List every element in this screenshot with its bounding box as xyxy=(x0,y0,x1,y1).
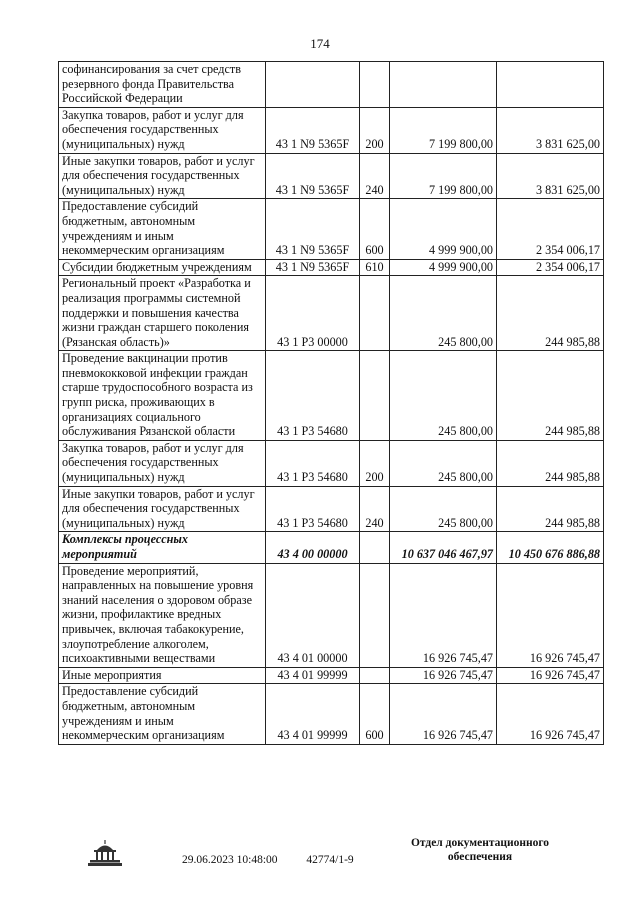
row-expense-type xyxy=(360,563,390,667)
row-name: Иные закупки товаров, работ и услуг для обеспечения государственных (муниципальных) нужд xyxy=(59,153,266,199)
department-stamp xyxy=(400,836,560,864)
row-amount-executed: 3 831 625,00 xyxy=(497,107,604,153)
page-number: 174 xyxy=(310,36,330,51)
row-name: Предоставление субсидий бюджетным, автономным учреждениям и иным некоммерческим организациям xyxy=(59,684,266,744)
row-expense-type: 600 xyxy=(360,684,390,744)
row-code: 43 4 01 00000 xyxy=(266,563,360,667)
row-amount-executed: 10 450 676 886,88 xyxy=(497,532,604,563)
row-code: 43 1 N9 5365F xyxy=(266,107,360,153)
table-row xyxy=(59,199,604,259)
row-amount-planned: 245 800,00 xyxy=(390,486,497,532)
row-name: Комплексы процессных мероприятий xyxy=(59,532,266,563)
row-code: 43 1 N9 5365F xyxy=(266,153,360,199)
row-amount-planned: 16 926 745,47 xyxy=(390,684,497,744)
row-expense-type xyxy=(360,532,390,563)
row-amount-executed: 3 831 625,00 xyxy=(497,153,604,199)
row-amount-executed: 244 985,88 xyxy=(497,440,604,486)
row-code xyxy=(266,62,360,108)
department-line-1: Отдел документационного xyxy=(410,837,550,849)
footer-doc-id: 42774/1-9 xyxy=(306,854,354,866)
row-expense-type xyxy=(360,276,390,351)
table-row xyxy=(59,486,604,532)
row-code: 43 4 01 99999 xyxy=(266,667,360,684)
row-name: Региональный проект «Разработка и реализация программы системной поддержки и повышения качества жизни граждан старшего поколения (Рязанская область)» xyxy=(59,276,266,351)
row-name: Иные мероприятия xyxy=(59,667,266,684)
row-name: софинансирования за счет средств резервного фонда Правительства Российской Федерации xyxy=(59,62,266,108)
row-amount-executed: 244 985,88 xyxy=(497,351,604,441)
row-code: 43 1 N9 5365F xyxy=(266,259,360,276)
row-amount-planned: 4 999 900,00 xyxy=(390,199,497,259)
duma-emblem-icon xyxy=(86,838,124,868)
department-line-2: обеспечения xyxy=(447,851,513,863)
table-row xyxy=(59,351,604,441)
row-amount-planned: 16 926 745,47 xyxy=(390,563,497,667)
row-name: Субсидии бюджетным учреждениям xyxy=(59,259,266,276)
row-amount-executed xyxy=(497,62,604,108)
row-expense-type: 600 xyxy=(360,199,390,259)
row-code: 43 4 01 99999 xyxy=(266,684,360,744)
row-amount-executed: 2 354 006,17 xyxy=(497,259,604,276)
row-amount-executed: 16 926 745,47 xyxy=(497,667,604,684)
budget-table xyxy=(58,61,604,745)
row-name: Проведение мероприятий, направленных на повышение уровня знаний населения о здоровом образе жизни, профилактике вредных привычек, включая табакокурение, злоупотребление алкоголем, психоактивными веществами xyxy=(59,563,266,667)
row-amount-executed: 2 354 006,17 xyxy=(497,199,604,259)
row-code: 43 1 P3 54680 xyxy=(266,486,360,532)
row-name: Предоставление субсидий бюджетным, автономным учреждениям и иным некоммерческим организациям xyxy=(59,199,266,259)
row-amount-executed: 16 926 745,47 xyxy=(497,563,604,667)
row-expense-type xyxy=(360,667,390,684)
row-expense-type: 200 xyxy=(360,107,390,153)
table-row xyxy=(59,684,604,744)
row-amount-planned: 7 199 800,00 xyxy=(390,153,497,199)
table-row xyxy=(59,563,604,667)
footer-meta xyxy=(182,854,354,866)
table-row xyxy=(59,440,604,486)
table-row xyxy=(59,259,604,276)
table-row xyxy=(59,62,604,108)
row-expense-type: 610 xyxy=(360,259,390,276)
row-amount-planned: 4 999 900,00 xyxy=(390,259,497,276)
row-expense-type: 240 xyxy=(360,153,390,199)
row-code: 43 1 P3 54680 xyxy=(266,440,360,486)
row-code: 43 1 N9 5365F xyxy=(266,199,360,259)
table-row xyxy=(59,107,604,153)
row-expense-type: 240 xyxy=(360,486,390,532)
row-amount-planned: 245 800,00 xyxy=(390,440,497,486)
row-expense-type xyxy=(360,62,390,108)
row-amount-planned: 16 926 745,47 xyxy=(390,667,497,684)
row-expense-type: 200 xyxy=(360,440,390,486)
row-amount-executed: 244 985,88 xyxy=(497,276,604,351)
row-amount-planned xyxy=(390,62,497,108)
row-amount-planned: 7 199 800,00 xyxy=(390,107,497,153)
row-amount-planned: 10 637 046 467,97 xyxy=(390,532,497,563)
row-amount-planned: 245 800,00 xyxy=(390,276,497,351)
row-name: Закупка товаров, работ и услуг для обеспечения государственных (муниципальных) нужд xyxy=(59,440,266,486)
table-row xyxy=(59,667,604,684)
table-row xyxy=(59,153,604,199)
table-row xyxy=(59,276,604,351)
table-row xyxy=(59,532,604,563)
row-name: Иные закупки товаров, работ и услуг для обеспечения государственных (муниципальных) нужд xyxy=(59,486,266,532)
row-expense-type xyxy=(360,351,390,441)
row-code: 43 4 00 00000 xyxy=(266,532,360,563)
row-code: 43 1 P3 54680 xyxy=(266,351,360,441)
budget-table-body xyxy=(59,62,604,745)
row-code: 43 1 P3 00000 xyxy=(266,276,360,351)
row-amount-planned: 245 800,00 xyxy=(390,351,497,441)
row-name: Проведение вакцинации против пневмококковой инфекции граждан старше трудоспособного возраста из групп риска, проживающих в организациях социального обслуживания Рязанской области xyxy=(59,351,266,441)
row-name: Закупка товаров, работ и услуг для обеспечения государственных (муниципальных) нужд xyxy=(59,107,266,153)
row-amount-executed: 244 985,88 xyxy=(497,486,604,532)
row-amount-executed: 16 926 745,47 xyxy=(497,684,604,744)
footer-timestamp: 29.06.2023 10:48:00 xyxy=(182,854,278,866)
